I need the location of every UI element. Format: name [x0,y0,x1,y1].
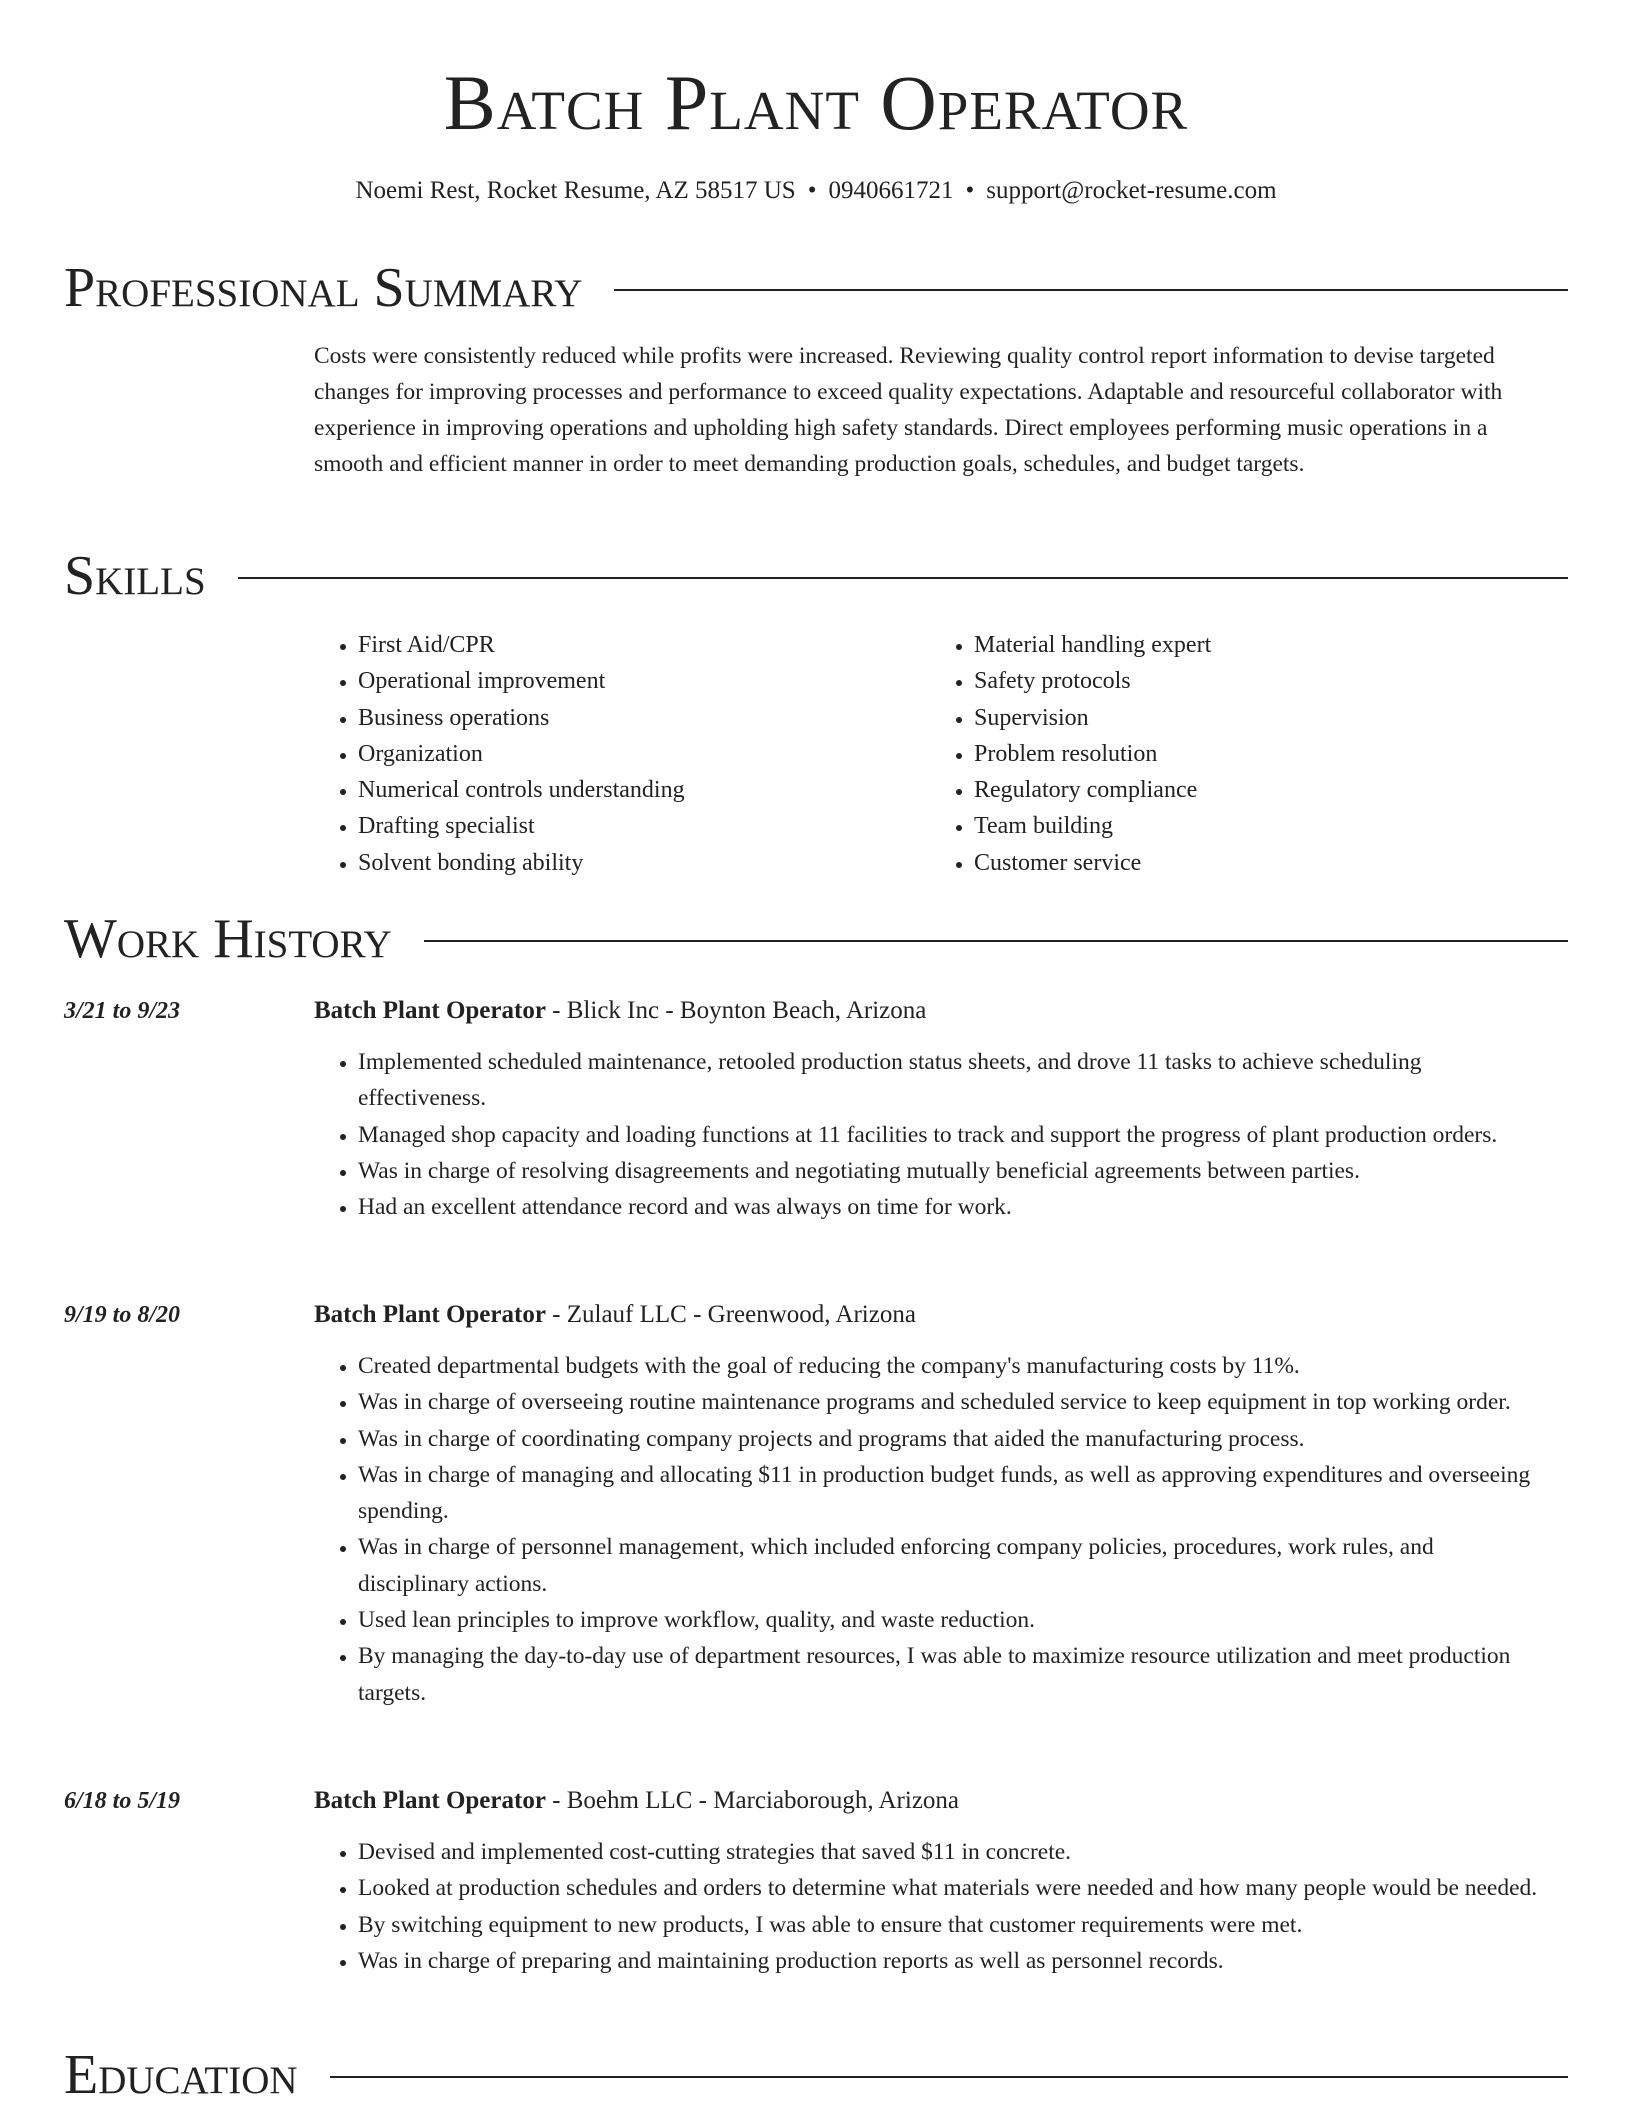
job-bullet: • Implemented scheduled maintenance, retooled production status sheets, and drove 11 tasks to achieve scheduling effectiveness. [358,1044,1542,1117]
skill-item: • Safety protocols [974,663,1211,699]
section-divider [424,940,1568,942]
job-bullet: • Was in charge of managing and allocating $11 in production budget funds, as well as approving expenditures and overseeing spending. [358,1457,1542,1530]
skills-heading: Skills [64,545,206,607]
contact-separator: • [965,177,975,204]
page-title: Batch Plant Operator [443,59,1189,146]
job-bullets [314,1348,1542,1711]
section-divider [238,577,1568,579]
skill-item: • Problem resolution [974,736,1211,772]
work-section-header [64,904,1568,974]
skills-section-header [64,541,1568,611]
summary-text: Costs were consistently reduced while profits were increased. Reviewing quality control report information to devise targeted changes for improving processes and performance to exceed quality expectations. Adaptable and resourceful collaborator with experience in improving operations and upholding high safety standards. Direct employees performing music operations in a smooth and efficient manner in order to meet demanding production goals, schedules, and budget targets. [314,343,1503,477]
job-bullet: • Was in charge of resolving disagreements and negotiating mutually beneficial agreements between parties. [358,1153,1542,1189]
skill-item: • Customer service [974,845,1211,881]
skill-item: • Supervision [974,700,1211,736]
job-bullet: • Created departmental budgets with the goal of reducing the company's manufacturing costs by 11%. [358,1348,1542,1384]
job-bullet: • Managed shop capacity and loading functions at 11 facilities to track and support the progress of plant production orders. [358,1117,1542,1153]
skill-item: • Drafting specialist [358,808,685,844]
skills-list-right [930,627,1211,881]
skill-item: • Organization [358,736,685,772]
job-details: - Boehm LLC - Marciaborough, Arizona [545,1787,960,1814]
job-bullet: • Was in charge of personnel management, which included enforcing company policies, procedures, work rules, and disciplinary actions. [358,1529,1542,1602]
section-divider [614,289,1568,291]
job-role: Batch Plant Operator [314,997,546,1024]
education-heading: Education [64,2044,298,2106]
job-role: Batch Plant Operator [314,1787,546,1814]
skill-item: • Business operations [358,700,685,736]
job-bullets [314,1044,1542,1225]
job-dates: 9/19 to 8/20 [64,1302,181,1328]
work-heading: Work History [64,908,392,970]
skill-item: • First Aid/CPR [358,627,685,663]
job-bullet: • Was in charge of preparing and maintaining production reports as well as personnel records. [358,1943,1542,1979]
job-bullet: • Used lean principles to improve workflow, quality, and waste reduction. [358,1602,1542,1638]
job-dates: 6/18 to 5/19 [64,1788,181,1814]
job-bullet: • Devised and implemented cost-cutting strategies that saved $11 in concrete. [358,1834,1542,1870]
job-heading [314,1298,916,1332]
contact-address: Noemi Rest, Rocket Resume, AZ 58517 US [355,177,796,204]
job-bullet: • Was in charge of coordinating company projects and programs that aided the manufacturing process. [358,1421,1542,1457]
job-bullet: • Was in charge of overseeing routine maintenance programs and scheduled service to keep equipment in top working order. [358,1384,1542,1420]
job-bullets [314,1834,1542,1979]
section-divider [330,2076,1568,2078]
summary-heading: Professional Summary [64,257,583,319]
skill-item: • Solvent bonding ability [358,845,685,881]
skill-item: • Regulatory compliance [974,772,1211,808]
contact-phone: 0940661721 [828,177,954,204]
job-bullet: • By switching equipment to new products, I was able to ensure that customer requirements were met. [358,1907,1542,1943]
job-bullet: • By managing the day-to-day use of department resources, I was able to maximize resource utilization and meet production targets. [358,1638,1542,1711]
skill-item: • Operational improvement [358,663,685,699]
job-details: - Blick Inc - Boynton Beach, Arizona [545,997,927,1024]
job-bullet: • Had an excellent attendance record and was always on time for work. [358,1189,1542,1225]
education-section-header [64,2040,1568,2110]
job-details: - Zulauf LLC - Greenwood, Arizona [545,1301,916,1328]
contact-separator: • [807,177,817,204]
skill-item: • Numerical controls understanding [358,772,685,808]
contact-email[interactable]: support@rocket-resume.com [986,177,1277,204]
job-bullet: • Looked at production schedules and orders to determine what materials were needed and how many people would be needed. [358,1870,1542,1906]
skill-item: • Team building [974,808,1211,844]
contact-line [0,175,1632,207]
job-role: Batch Plant Operator [314,1301,546,1328]
job-heading [314,994,926,1028]
skill-item: • Material handling expert [974,627,1211,663]
job-dates: 3/21 to 9/23 [64,998,181,1024]
job-heading [314,1784,959,1818]
summary-section-header [64,253,1568,323]
skills-list-left [314,627,685,881]
